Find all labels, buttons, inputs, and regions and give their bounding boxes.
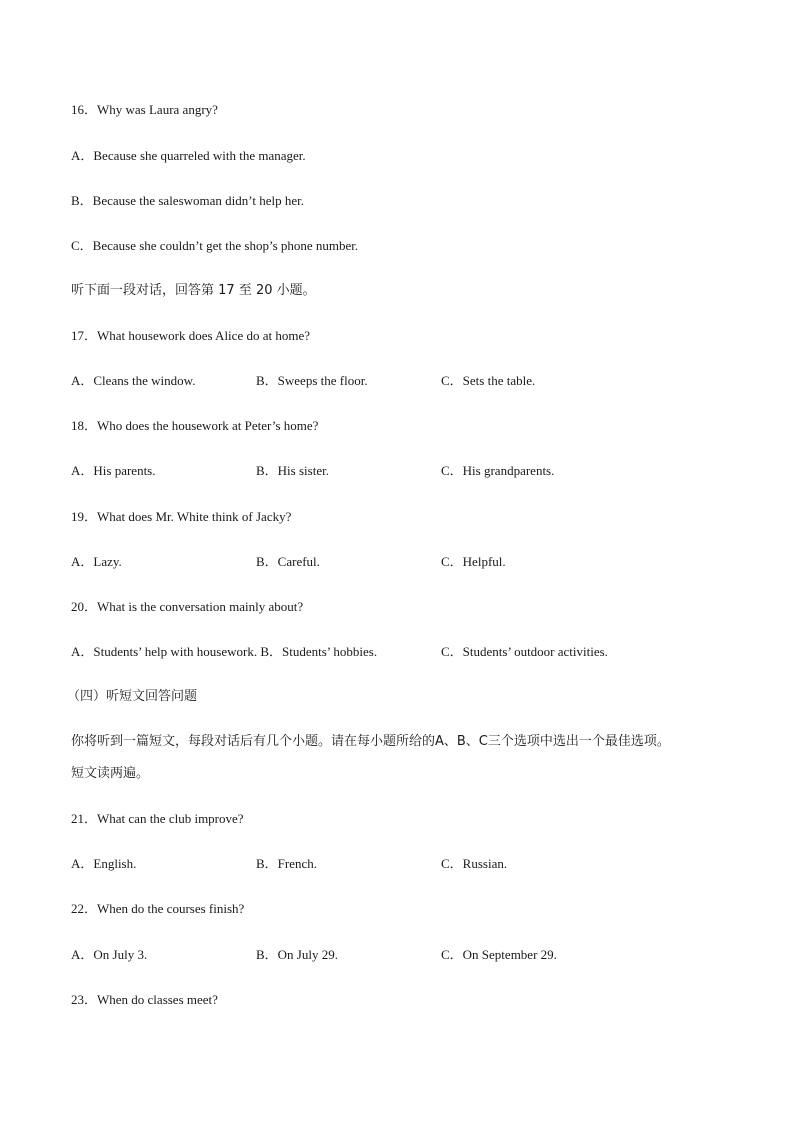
option-17-c: C．Sets the table. xyxy=(441,373,536,388)
question-18: 18．Who does the housework at Peter’s home? xyxy=(71,418,319,433)
question-21: 21．What can the club improve? xyxy=(71,811,244,826)
question-19: 19．What does Mr. White think of Jacky? xyxy=(71,509,292,524)
option-20-c: C．Students’ outdoor activities. xyxy=(441,644,608,659)
section-directions: 你将听到一篇短文，每段对话后有几个小题。请在每小题所给的A、B、C三个选项中选出一个最佳选项。 xyxy=(71,734,670,749)
question-17: 17．What housework does Alice do at home? xyxy=(71,328,310,343)
option-22-a: A．On July 3. xyxy=(71,947,148,962)
option-18-b: B．His sister. xyxy=(256,463,329,478)
option-21-a: A．English. xyxy=(71,856,137,871)
section-heading: （四）听短文回答问题 xyxy=(67,689,198,704)
section-directions-cont: 短文读两遍。 xyxy=(71,766,150,781)
option-16-c: C．Because she couldn’t get the shop’s phone number. xyxy=(71,238,359,253)
option-16-a: A．Because she quarreled with the manager. xyxy=(71,148,306,163)
option-18-c: C．His grandparents. xyxy=(441,463,555,478)
question-20: 20．What is the conversation mainly about? xyxy=(71,599,304,614)
option-16-b: B．Because the saleswoman didn’t help her. xyxy=(71,193,304,208)
option-17-b: B．Sweeps the floor. xyxy=(256,373,368,388)
question-22: 22．When do the courses finish? xyxy=(71,901,245,916)
question-16: 16．Why was Laura angry? xyxy=(71,102,218,117)
option-19-c: C．Helpful. xyxy=(441,554,506,569)
option-22-b: B．On July 29. xyxy=(256,947,338,962)
option-21-b: B．French. xyxy=(256,856,318,871)
option-21-c: C．Russian. xyxy=(441,856,508,871)
option-19-b: B．Careful. xyxy=(256,554,320,569)
option-17-a: A．Cleans the window. xyxy=(71,373,196,388)
option-20-a: A．Students’ help with housework. B．Students’ hobbies. xyxy=(71,644,378,659)
option-22-c: C．On September 29. xyxy=(441,947,557,962)
section-instruction: 听下面一段对话，回答第 17 至 20 小题。 xyxy=(71,283,316,298)
question-23: 23．When do classes meet? xyxy=(71,992,218,1007)
option-18-a: A．His parents. xyxy=(71,463,156,478)
option-19-a: A．Lazy. xyxy=(71,554,122,569)
